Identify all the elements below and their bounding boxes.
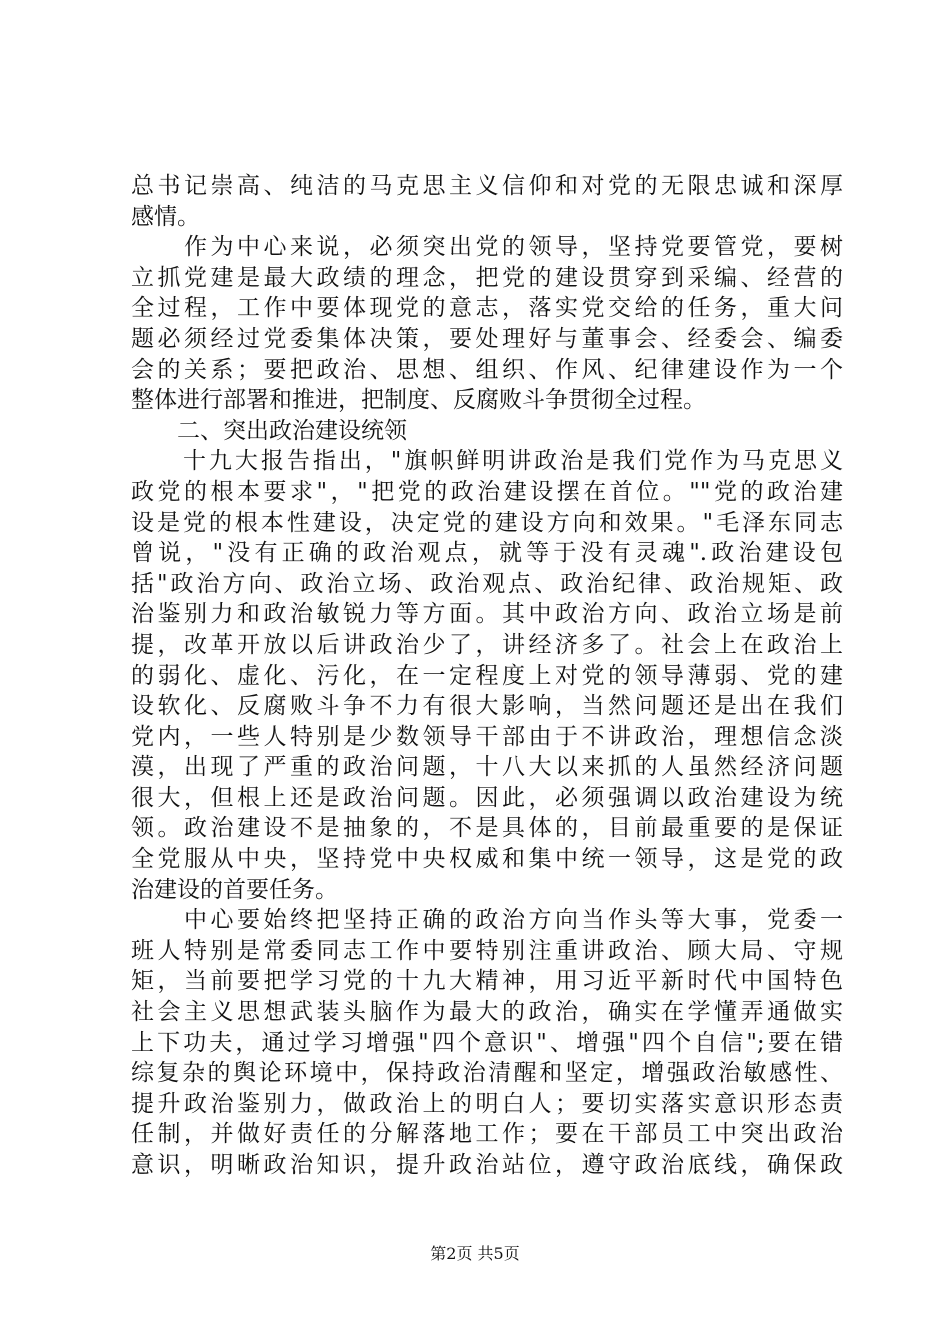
text-line: 全党服从中央，坚持党中央权威和集中统一领导，这是党的政	[131, 846, 843, 873]
text-line: 曾说，"没有正确的政治观点，就等于没有灵魂".政治建设包	[131, 540, 843, 567]
text-line: 党内，一些人特别是少数领导干部由于不讲政治，理想信念淡	[131, 723, 843, 750]
text-line: 政党的根本要求"，"把党的政治建设摆在首位。""党的政治建	[131, 478, 843, 505]
text-line: 提升政治鉴别力，做政治上的明白人；要切实落实意识形态责	[131, 1090, 843, 1117]
text-line: 社会主义思想武装头脑作为最大的政治，确实在学懂弄通做实	[131, 999, 843, 1026]
text-line: 任制，并做好责任的分解落地工作；要在干部员工中突出政治	[131, 1121, 843, 1148]
text-line: 立抓党建是最大政绩的理念，把党的建设贯穿到采编、经营的	[131, 264, 843, 291]
text-line: 感情。	[131, 203, 200, 230]
text-line: 十九大报告指出，"旗帜鲜明讲政治是我们党作为马克思义	[131, 448, 843, 475]
text-line: 作为中心来说，必须突出党的领导，坚持党要管党，要树	[131, 234, 843, 261]
text-line: 的弱化、虚化、污化，在一定程度上对党的领导薄弱、党的建	[131, 662, 843, 689]
text-line: 设是党的根本性建设，决定党的建设方向和效果。"毛泽东同志	[131, 509, 843, 536]
text-line: 整体进行部署和推进，把制度、反腐败斗争贯彻全过程。	[131, 387, 706, 414]
text-line: 领。政治建设不是抽象的，不是具体的，目前最重要的是保证	[131, 815, 843, 842]
text-line: 很大，但根上还是政治问题。因此，必须强调以政治建设为统	[131, 784, 843, 811]
body-text	[131, 171, 843, 1181]
text-line: 矩，当前要把学习党的十九大精神，用习近平新时代中国特色	[131, 968, 843, 995]
text-line: 括"政治方向、政治立场、政治观点、政治纪律、政治规矩、政	[131, 570, 843, 597]
text-line: 会的关系；要把政治、思想、组织、作风、纪律建设作为一个	[131, 356, 843, 383]
text-line: 全过程，工作中要体现党的意志，落实党交给的任务，重大问	[131, 295, 843, 322]
text-line: 中心要始终把坚持正确的政治方向当作头等大事，党委一	[131, 907, 843, 934]
text-line: 意识，明晰政治知识，提升政治站位，遵守政治底线，确保政	[131, 1152, 843, 1178]
text-line: 总书记崇高、纯洁的马克思主义信仰和对党的无限忠诚和深厚	[131, 173, 843, 199]
text-line: 二、突出政治建设统领	[131, 417, 407, 444]
text-line: 提，改革开放以后讲政治少了，讲经济多了。社会上在政治上	[131, 631, 843, 658]
text-line: 治建设的首要任务。	[131, 876, 338, 903]
text-line: 班人特别是常委同志工作中要特别注重讲政治、顾大局、守规	[131, 937, 843, 964]
text-line: 治鉴别力和政治敏锐力等方面。其中政治方向、政治立场是前	[131, 601, 843, 628]
text-line: 设软化、反腐败斗争不力有很大影响，当然问题还是出在我们	[131, 693, 843, 720]
text-line: 上下功夫，通过学习增强"四个意识"、增强"四个自信";要在错	[131, 1029, 843, 1056]
text-line: 综复杂的舆论环境中，保持政治清醒和坚定，增强政治敏感性、	[131, 1060, 843, 1087]
page-footer: 第2页 共5页	[430, 1244, 520, 1263]
text-line: 漠，出现了严重的政治问题，十八大以来抓的人虽然经济问题	[131, 754, 843, 781]
text-line: 题必须经过党委集体决策，要处理好与董事会、经委会、编委	[131, 325, 843, 352]
